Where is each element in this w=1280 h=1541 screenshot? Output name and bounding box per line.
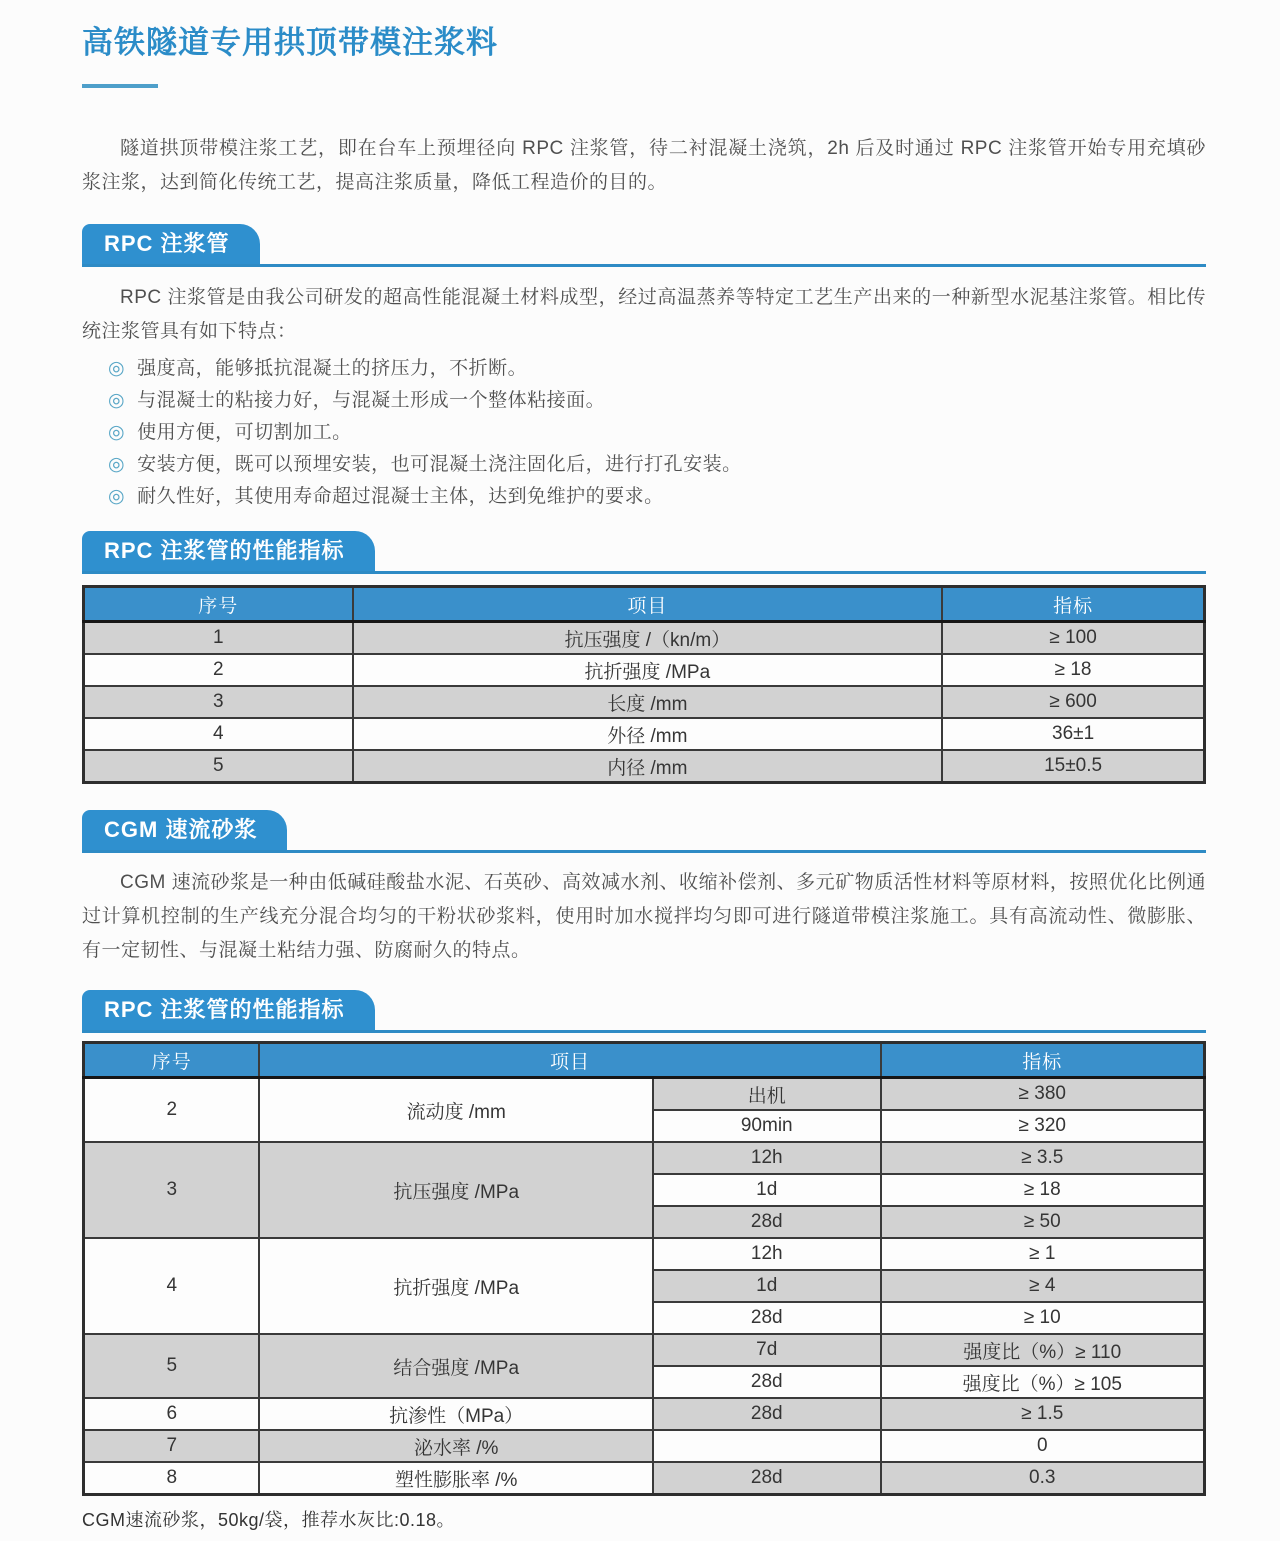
feature-item xyxy=(108,385,1206,417)
table-cell-no: 4 xyxy=(84,718,353,750)
table-body xyxy=(84,622,1205,783)
table-cell-value: 0.3 xyxy=(881,1462,1205,1495)
cgm-spec-table xyxy=(82,1041,1206,1496)
column-header-item: 项目 xyxy=(259,1043,880,1078)
table-cell-item: 内径 /mm xyxy=(353,750,943,783)
table-cell-item: 塑性膨胀率 /% xyxy=(259,1462,652,1495)
table-cell-condition: 90min xyxy=(653,1110,881,1142)
table-row xyxy=(84,1462,1205,1495)
cgm-paragraph: CGM 速流砂浆是一种由低碱硅酸盐水泥、石英砂、高效减水剂、收缩补偿剂、多元矿物质活性材料等原材料，按照优化比例通过计算机控制的生产线充分混合均匀的干粉状砂浆料，使用时加水搅拌均匀即可进行隧道带模注浆施工。具有高流动性、微膨胀、有一定韧性、与混凝土粘结力强、防腐耐久的特点。 xyxy=(82,872,1206,961)
table-body xyxy=(84,1078,1205,1495)
table-cell-no: 5 xyxy=(84,1334,260,1398)
table-cell-condition xyxy=(653,1430,881,1462)
table-cell-value: 0 xyxy=(881,1430,1205,1462)
section-banner-table2 xyxy=(82,990,1206,1033)
column-header-item: 项目 xyxy=(353,587,943,622)
table-row xyxy=(84,1142,1205,1174)
table-cell-item: 抗压强度 /MPa xyxy=(259,1142,652,1238)
table-cell-condition: 1d xyxy=(653,1174,881,1206)
table-cell-no: 3 xyxy=(84,686,353,718)
table-cell-value: ≥ 3.5 xyxy=(881,1142,1205,1174)
table-cell-item: 抗折强度 /MPa xyxy=(353,654,943,686)
table-cell-condition: 28d xyxy=(653,1462,881,1495)
bullet-marker-icon: ◎ xyxy=(108,422,126,443)
feature-text: 强度高，能够抵抗混凝土的挤压力，不折断。 xyxy=(137,358,528,379)
table-cell-value: ≥ 1.5 xyxy=(881,1398,1205,1430)
table-cell-value: 15±0.5 xyxy=(942,750,1204,783)
feature-item xyxy=(108,449,1206,481)
feature-text: 安装方便，既可以预埋安装，也可混凝土浇注固化后，进行打孔安装。 xyxy=(137,454,742,475)
table-cell-condition: 28d xyxy=(653,1398,881,1430)
table-row xyxy=(84,1238,1205,1270)
table-row xyxy=(84,686,1205,718)
table-cell-value: 强度比（%）≥ 105 xyxy=(881,1366,1205,1398)
table-cell-condition: 12h xyxy=(653,1238,881,1270)
table-cell-no: 1 xyxy=(84,622,353,655)
table-header-row xyxy=(84,1043,1205,1078)
table-cell-value: ≥ 1 xyxy=(881,1238,1205,1270)
table-cell-condition: 12h xyxy=(653,1142,881,1174)
table-cell-value: ≥ 18 xyxy=(881,1174,1205,1206)
table-row xyxy=(84,654,1205,686)
feature-item xyxy=(108,417,1206,449)
table-cell-value: 强度比（%）≥ 110 xyxy=(881,1334,1205,1366)
table-cell-condition: 28d xyxy=(653,1302,881,1334)
table-cell-value: ≥ 600 xyxy=(942,686,1204,718)
bullet-marker-icon: ◎ xyxy=(108,390,126,411)
table-cell-value: ≥ 100 xyxy=(942,622,1204,655)
table-cell-value: ≥ 320 xyxy=(881,1110,1205,1142)
table-cell-no: 6 xyxy=(84,1398,260,1430)
rpc-paragraph: RPC 注浆管是由我公司研发的超高性能混凝土材料成型，经过高温蒸养等特定工艺生产出来的一种新型水泥基注浆管。相比传统注浆管具有如下特点： xyxy=(82,287,1206,342)
table-row xyxy=(84,622,1205,655)
table-cell-item: 长度 /mm xyxy=(353,686,943,718)
table-cell-item: 抗折强度 /MPa xyxy=(259,1238,652,1334)
table-cell-item: 流动度 /mm xyxy=(259,1078,652,1143)
table-cell-value: ≥ 10 xyxy=(881,1302,1205,1334)
table-cell-item: 结合强度 /MPa xyxy=(259,1334,652,1398)
intro-paragraph: 隧道拱顶带模注浆工艺，即在台车上预埋径向 RPC 注浆管，待二衬混凝土浇筑，2h 后及时通过 RPC 注浆管开始专用充填砂浆注浆，达到简化传统工艺，提高注浆质量，降低工程造价的目的。 xyxy=(82,138,1206,193)
table-cell-value: ≥ 18 xyxy=(942,654,1204,686)
table-cell-item: 外径 /mm xyxy=(353,718,943,750)
table-row xyxy=(84,1398,1205,1430)
table-row xyxy=(84,1078,1205,1111)
bullet-marker-icon: ◎ xyxy=(108,486,126,507)
table-cell-condition: 7d xyxy=(653,1334,881,1366)
table-cell-no: 4 xyxy=(84,1238,260,1334)
feature-item xyxy=(108,353,1206,385)
section-banner-rpc-label: RPC 注浆管 xyxy=(82,224,260,264)
table-row xyxy=(84,750,1205,783)
table-cell-no: 7 xyxy=(84,1430,260,1462)
bullet-marker-icon: ◎ xyxy=(108,454,126,475)
section-banner-table2-label: RPC 注浆管的性能指标 xyxy=(82,990,375,1030)
table-cell-condition: 1d xyxy=(653,1270,881,1302)
table-cell-no: 3 xyxy=(84,1142,260,1238)
table-cell-value: ≥ 4 xyxy=(881,1270,1205,1302)
section-banner-table1 xyxy=(82,531,1206,574)
table-cell-no: 5 xyxy=(84,750,353,783)
feature-text: 与混凝士的粘接力好，与混凝土形成一个整体粘接面。 xyxy=(137,390,606,411)
table-cell-condition: 出机 xyxy=(653,1078,881,1111)
table-cell-no: 2 xyxy=(84,654,353,686)
table-cell-value: ≥ 380 xyxy=(881,1078,1205,1111)
feature-text: 耐久性好，其使用寿命超过混凝士主体，达到免维护的要求。 xyxy=(137,486,664,507)
table-cell-item: 泌水率 /% xyxy=(259,1430,652,1462)
table-cell-value: ≥ 50 xyxy=(881,1206,1205,1238)
rpc-feature-list xyxy=(82,353,1206,513)
rpc-spec-table xyxy=(82,585,1206,784)
table-row xyxy=(84,718,1205,750)
feature-text: 使用方便，可切割加工。 xyxy=(137,422,352,443)
section-banner-cgm xyxy=(82,810,1206,853)
table-row xyxy=(84,1430,1205,1462)
table-cell-no: 8 xyxy=(84,1462,260,1495)
column-header-value: 指标 xyxy=(881,1043,1205,1078)
title-underline xyxy=(82,84,158,88)
table-cell-condition: 28d xyxy=(653,1366,881,1398)
feature-item xyxy=(108,481,1206,513)
column-header-no: 序号 xyxy=(84,587,353,622)
page-title: 高铁隧道专用拱顶带模注浆料 xyxy=(82,25,498,60)
bullet-marker-icon: ◎ xyxy=(108,358,126,379)
table-cell-value: 36±1 xyxy=(942,718,1204,750)
column-header-no: 序号 xyxy=(84,1043,260,1078)
section-banner-rpc xyxy=(82,224,1206,267)
section-banner-table1-label: RPC 注浆管的性能指标 xyxy=(82,531,375,571)
section-banner-cgm-label: CGM 速流砂浆 xyxy=(82,810,287,850)
table-cell-item: 抗渗性（MPa） xyxy=(259,1398,652,1430)
table-cell-condition: 28d xyxy=(653,1206,881,1238)
table-cell-item: 抗压强度 /（kn/m） xyxy=(353,622,943,655)
table-row xyxy=(84,1334,1205,1366)
footnote: CGM速流砂浆，50kg/袋，推荐水灰比:0.18。 xyxy=(82,1510,456,1530)
table-cell-no: 2 xyxy=(84,1078,260,1143)
table-header-row xyxy=(84,587,1205,622)
column-header-value: 指标 xyxy=(942,587,1204,622)
